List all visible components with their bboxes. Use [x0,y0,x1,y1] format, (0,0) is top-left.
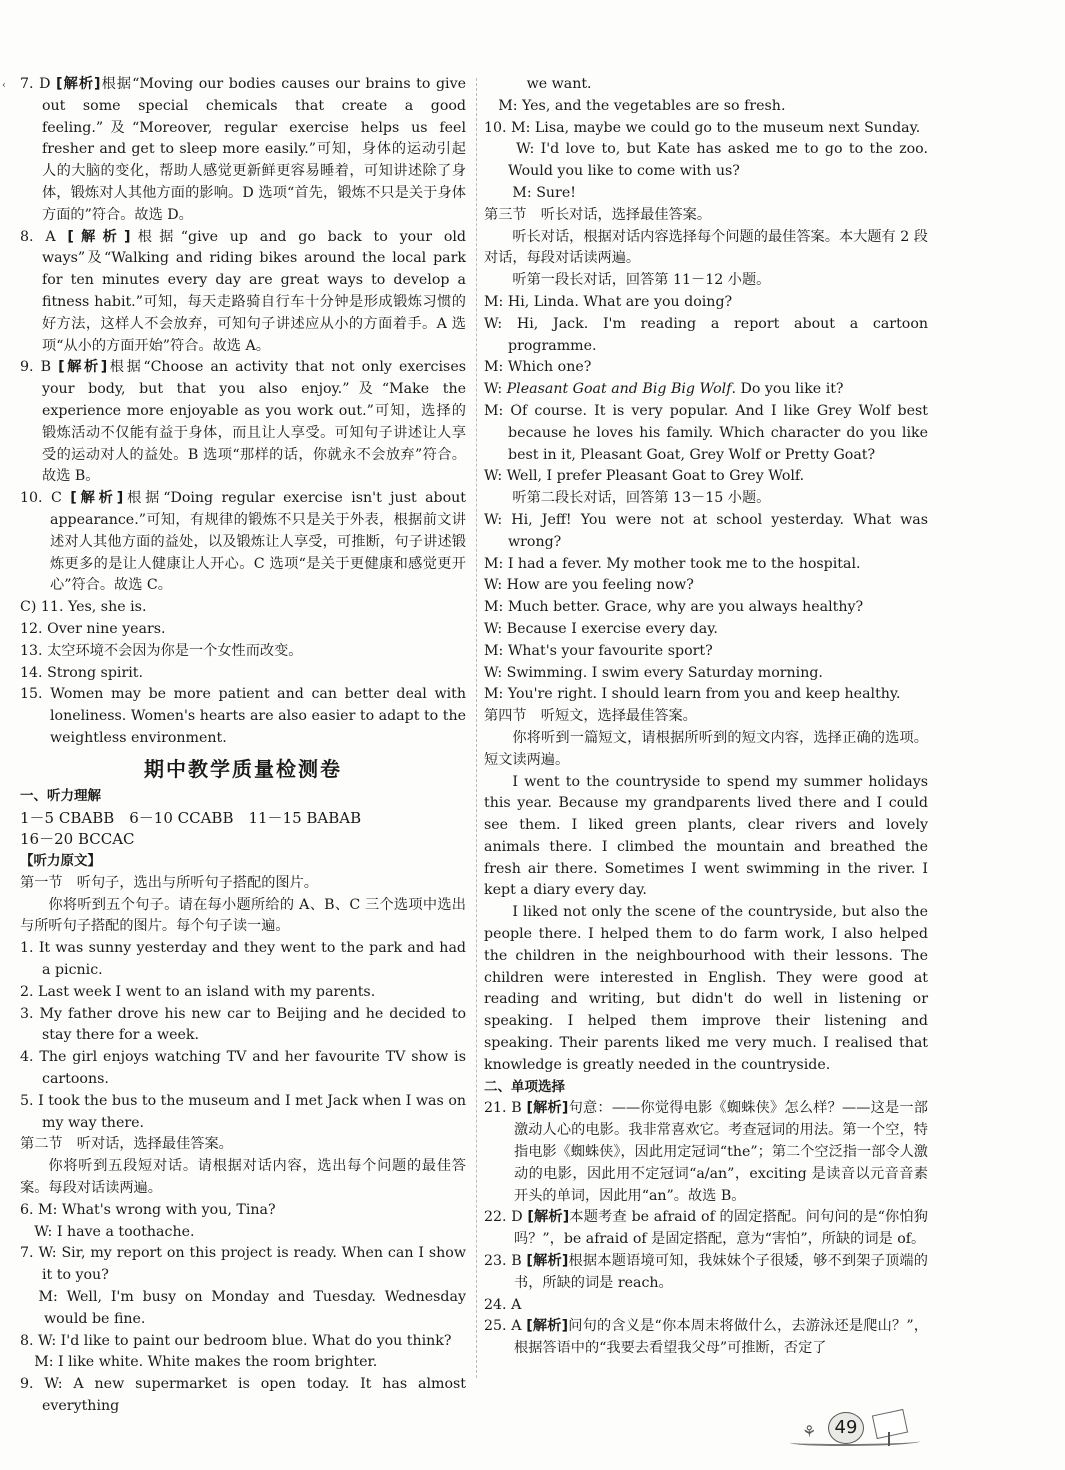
text-segment: 15. Women may be more patient and can better deal with loneliness. Women's hearts are also easier to adapt to the weightless environment. [20,686,466,746]
page-footer [790,1408,920,1452]
paragraph [484,314,928,358]
listening-script-label: 【听力原文】 [20,853,101,870]
text-segment: 你将听到五个句子。请在每小题所给的 A、B、C 三个选项中选出与所听句子搭配的图片。每个句子读一遍。 [20,896,466,935]
text-segment: M: Much better. Grace, why are you always healthy? [484,599,864,616]
text-segment: [解析] [70,490,124,507]
paragraph [20,597,466,619]
text-segment: I went to the countryside to spend my summer holidays this year. Because my grandparents lived there and I could see them. I liked green plants, clear rivers and lovely animals there. I climbed the mountain and breathed the fresh air there. Sometimes I went swimming in the river. I kept a diary every day. [484,773,928,899]
text-segment: M: Sure! [484,184,576,201]
paragraph [20,982,466,1004]
paragraph [484,1098,928,1207]
text-segment: 8. W: I'd like to paint our bedroom blue. What do you think? [20,1332,452,1349]
text-segment: M: I had a fever. My mother took me to the hospital. [484,555,861,572]
text-segment: 你将听到五段短对话。请根据对话内容，选出每个问题的最佳答案。每段对话读两遍。 [20,1158,466,1197]
text-segment: 8. A [20,228,68,245]
paragraph [20,1047,466,1091]
paragraph [20,1134,466,1156]
text-segment: 本题考查 be afraid of 的固定搭配。问句问的是“你怕狗吗？”，be afraid of 是固定搭配，意为“害怕”，所缺的词是 of。 [514,1209,928,1248]
paragraph [484,227,928,271]
text-segment: 根据“Doing regular exercise isn't just about appearance.”可知，有规律的锻炼不只是关于外表，根据前文讲述对人其他方面的益处，以及锻炼让人享受，可推断，句子讲述锻炼更多的是让人健康让人开心。C 选项“是关于更健康和感觉更开心”符合。故选 C。 [50,490,466,594]
paragraph [20,1243,466,1287]
paragraph [484,379,928,401]
text-segment: 21. B [484,1100,527,1117]
paragraph [20,1331,466,1353]
text-segment: 听第一段长对话，回答第 11－12 小题。 [512,272,771,289]
right-paragraphs-2 [484,1098,928,1360]
paragraph [484,1316,928,1360]
text-segment: W: [484,381,507,398]
paragraph [20,357,466,488]
section-title-listening: 一、听力理解 [20,787,101,804]
text-segment: 根据“Moving our bodies causes our brains to give out some special chemicals that create a good feeling.”及“Moreover, regular exercise helps us feel fresher and get to sleep more easily.”可知，身体的运动引起人的大脑的变化，帮助人感觉更新鲜更容易睡着，可知讲述除了身体，锻炼对人其他方面的影响。D 选项“首先，锻炼不只是关于身体方面的”符合。故选 D。 [42,76,466,223]
text-segment: 9. W: A new supermarket is open today. It has almost everything [20,1376,466,1415]
paragraph [20,663,466,685]
text-segment: 9. B [20,359,59,376]
paragraph [484,641,928,663]
paragraph [484,575,928,597]
text-segment: 12. Over nine years. [20,620,166,637]
paragraph [484,96,928,118]
text-segment: 22. D [484,1209,528,1226]
text-segment: 句意：——你觉得电影《蜘蛛侠》怎么样？——这是一部激动人心的电影。我非常喜欢它。考查冠词的用法。第一个空，特指电影《蜘蛛侠》，因此用定冠词“the”；第二个空泛指一部令人激动的电影，因此用不定冠词“a/an”，exciting 是读音以元音音素开头的单词，因此用“an”。故选 B。 [514,1100,928,1204]
paragraph [20,488,466,597]
paragraph [484,663,928,685]
paragraph [20,873,466,895]
page-number: 49 [828,1412,864,1444]
right-column [484,74,928,1360]
plant-icon: ⚘ [802,1422,817,1441]
text-segment: W: Because I exercise every day. [484,620,718,637]
paragraph [484,466,928,488]
paragraph [484,118,928,140]
text-segment: W: Swimming. I swim every Saturday morning. [484,664,823,681]
paragraph [484,183,928,205]
text-segment: M: Yes, and the vegetables are so fresh. [484,97,786,114]
paragraph [20,1091,466,1135]
answer-key-line-1: 1－5 CBABB 6－10 CCABB 11－15 BABAB [20,808,362,827]
paragraph [484,1251,928,1295]
text-segment: 你将听到一篇短文，请根据所听到的短文内容，选择正确的选项。短文读两遍。 [484,729,928,768]
paragraph [484,1207,928,1251]
answer-key-line-2: 16－20 BCCAC [20,830,135,849]
text-segment: 5. I took the bus to the museum and I met Jack when I was on my way there. [20,1092,466,1131]
paragraph [20,1287,466,1331]
text-segment: C) 11. Yes, she is. [20,599,147,616]
text-segment: 根据本题语境可知，我妹妹个子很矮，够不到架子顶端的书，所缺的词是 reach。 [514,1253,928,1291]
text-segment: M: I like white. White makes the room brighter. [20,1354,378,1371]
text-segment: 根据“Choose an activity that not only exercises your body, but that you also enjoy.”及“Make the experience more enjoyable as you work out.”可知，选择的锻炼活动不仅能有益于身体，而且让人享受。可知句子讲述让人享受的运动对人的益处。B 选项“那样的话，你就永不会放弃”符合。故选 B。 [42,359,466,485]
paragraph [484,706,928,728]
text-segment: 问句的含义是“你本周末将做什么，去游泳还是爬山？”，根据答语中的“我要去看望我父母”可推断，否定了 [514,1318,928,1357]
text-segment: . Do you like it? [731,381,844,398]
paragraph [20,619,466,641]
text-segment: [解析] [67,228,131,245]
paragraph [484,1295,928,1317]
text-segment: 24. A [484,1296,522,1313]
paragraph [484,270,928,292]
text-segment: [解析] [526,1100,569,1117]
left-column [20,74,466,1418]
paragraph [20,641,466,663]
text-segment: I liked not only the scene of the countryside, but also the people there. I helped them to do farm work, I also helped the children in the neighbourhood with their lessons. The children were interested in English. They were good at reading and writing, but didn't do well in listening or speaking. I helped them improve their listening and speaking. Their parents liked me very much. I realised that knowledge is greatly needed in the countryside. [484,904,928,1073]
text-segment: M: Well, I'm busy on Monday and Tuesday. Wednesday would be fine. [20,1289,466,1327]
paragraph [20,1156,466,1200]
paragraph [484,510,928,554]
paragraph [484,728,928,772]
section-title-single-choice: 二、单项选择 [484,1078,565,1095]
paragraph [484,74,928,96]
text-segment: W: I'd love to, but Kate has asked me to go to the zoo. Would you like to come with us? [484,141,928,180]
paragraph [484,292,928,314]
paragraph [484,205,928,227]
left-paragraphs-1 [20,74,466,750]
section-heading: 期中教学质量检测卷 [144,756,342,781]
text-segment: [解析] [527,1209,570,1226]
text-segment: W: Hi, Jeff! You were not at school yesterday. What was wrong? [484,511,928,550]
paragraph [484,139,928,183]
signpost-icon [872,1409,908,1439]
text-segment: [解析] [58,359,108,376]
paragraph [20,684,466,749]
paragraph [20,1374,466,1418]
paragraph [484,597,928,619]
text-segment: 1. It was sunny yesterday and they went to the park and had a picnic. [20,940,466,979]
text-segment: 10. C [20,490,71,507]
paragraph [484,401,928,466]
text-segment: 7. D [20,76,57,92]
text-segment: 第二节 听对话，选择最佳答案。 [20,1136,233,1153]
text-segment: 14. Strong spirit. [20,664,143,681]
text-segment: 6. M: What's wrong with you, Tina? [20,1201,276,1218]
column-divider [476,78,477,1378]
text-segment: W: How are you feeling now? [484,577,694,594]
paragraph [484,357,928,379]
text-segment: M: Hi, Linda. What are you doing? [484,293,733,310]
text-segment: W: Well, I prefer Pleasant Goat to Grey Wolf. [484,468,805,485]
text-segment: 听长对话，根据对话内容选择每个问题的最佳答案。本大题有 2 段对话，每段对话读两遍。 [484,228,928,267]
text-segment: 第四节 听短文，选择最佳答案。 [484,708,697,725]
text-segment: M: Which one? [484,359,592,376]
text-segment: Pleasant Goat and Big Big Wolf [506,381,732,398]
margin-mark: ‹ [2,80,6,91]
text-segment: 4. The girl enjoys watching TV and her favourite TV show is cartoons. [20,1049,466,1088]
text-segment: [解析] [56,76,101,92]
paragraph [484,619,928,641]
text-segment: 听第二段长对话，回答第 13－15 小题。 [512,490,771,507]
text-segment: 7. W: Sir, my report on this project is ready. When can I show it to you? [20,1245,466,1284]
signpost-pole [888,1432,890,1446]
text-segment: W: I have a toothache. [20,1223,195,1240]
paragraph [20,1222,466,1244]
paragraph [484,772,928,903]
paragraph [20,227,466,358]
text-segment: 根据“give up and go back to your old ways”及“Walking and riding bikes around the local park for ten minutes every day are great ways to develop a fitness habit.”可知，每天走路骑自行车十分钟是形成锻炼习惯的好方法，这样人不会放弃，可知句子讲述应从小的方面着手。A 选项“从小的方面开始”符合。故选 A。 [42,228,466,354]
paragraph [484,902,928,1076]
text-segment: we want. [484,76,592,92]
text-segment: 13. 太空环境不会因为你是一个女性而改变。 [20,642,303,659]
text-segment: [解析] [526,1318,569,1335]
text-segment: [解析] [526,1253,569,1270]
paragraph [484,684,928,706]
text-segment: 3. My father drove his new car to Beijing and he decided to stay there for a week. [20,1005,466,1044]
paragraph [20,895,466,939]
paragraph [20,1004,466,1048]
paragraph [484,554,928,576]
text-segment: 10. M: Lisa, maybe we could go to the museum next Sunday. [484,119,921,136]
text-segment: 25. A [484,1318,527,1335]
paragraph [20,1352,466,1374]
text-segment: M: What's your favourite sport? [484,642,713,659]
text-segment: 第一节 听句子，选出与所听句子搭配的图片。 [20,874,318,891]
left-paragraphs-2 [20,873,466,1418]
paragraph [484,488,928,510]
text-segment: M: You're right. I should learn from you and keep healthy. [484,686,901,703]
text-segment: 2. Last week I went to an island with my parents. [20,983,376,1000]
paragraph [20,938,466,982]
text-segment: M: Of course. It is very popular. And I like Grey Wolf best because he loves his family. Which character do you like best in it, Pleasant Goat, Grey Wolf or Pretty Goat? [484,402,928,463]
paragraph [20,1200,466,1222]
text-segment: 23. B [484,1253,527,1270]
text-segment: W: Hi, Jack. I'm reading a report about a cartoon programme. [484,315,928,354]
text-segment: 第三节 听长对话，选择最佳答案。 [484,206,712,223]
paragraph [20,74,466,227]
right-paragraphs-1 [484,74,928,1077]
